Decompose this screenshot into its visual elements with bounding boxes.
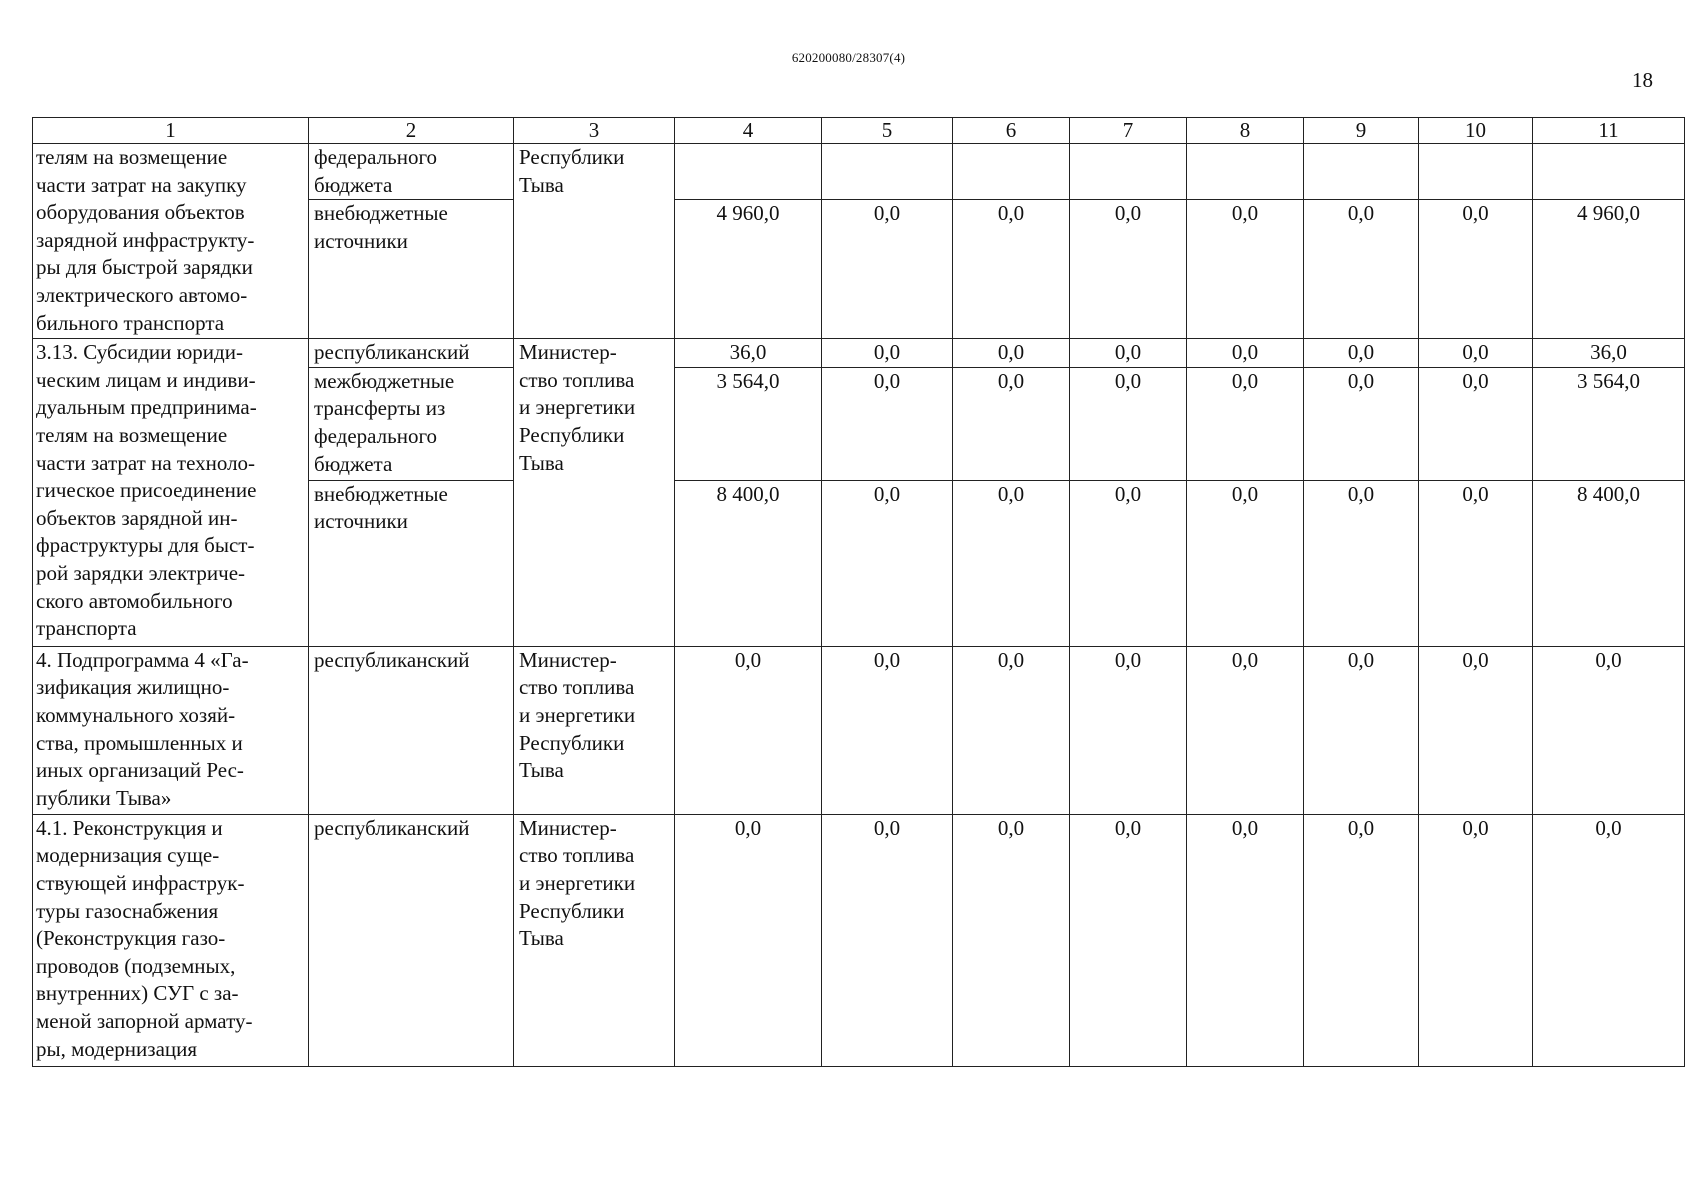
funding-source: внебюджетные источники (309, 200, 514, 339)
value-cell: 8 400,0 (1533, 480, 1685, 646)
responsible-executor: Министер- ство топлива и энергетики Республики Тыва (514, 339, 675, 647)
value-cell: 0,0 (822, 339, 953, 368)
value-cell: 0,0 (822, 200, 953, 339)
column-header: 8 (1187, 118, 1304, 144)
column-header: 2 (309, 118, 514, 144)
value-cell: 0,0 (1304, 646, 1419, 814)
table-header-row (33, 118, 1685, 144)
funding-source: внебюджетные источники (309, 480, 514, 646)
responsible-executor: Министер- ство топлива и энергетики Республики Тыва (514, 646, 675, 814)
value-cell: 0,0 (1187, 646, 1304, 814)
column-header: 10 (1419, 118, 1533, 144)
value-cell: 0,0 (1187, 480, 1304, 646)
value-cell: 3 564,0 (675, 367, 822, 480)
funding-source: федерального бюджета (309, 144, 514, 200)
value-cell: 0,0 (675, 646, 822, 814)
value-cell: 0,0 (822, 814, 953, 1066)
value-cell: 0,0 (1070, 646, 1187, 814)
value-cell: 0,0 (953, 646, 1070, 814)
value-cell: 0,0 (1187, 339, 1304, 368)
value-cell: 0,0 (1419, 200, 1533, 339)
column-header: 1 (33, 118, 309, 144)
table-row (33, 144, 1685, 200)
table-row (33, 339, 1685, 368)
value-cell: 0,0 (822, 480, 953, 646)
value-cell: 0,0 (1419, 646, 1533, 814)
value-cell: 0,0 (1304, 367, 1419, 480)
value-cell (953, 144, 1070, 200)
funding-source: межбюджетные трансферты из федерального бюджета (309, 367, 514, 480)
value-cell: 0,0 (1187, 814, 1304, 1066)
column-header: 9 (1304, 118, 1419, 144)
value-cell: 0,0 (822, 367, 953, 480)
column-header: 3 (514, 118, 675, 144)
value-cell: 0,0 (1533, 814, 1685, 1066)
value-cell: 0,0 (1070, 480, 1187, 646)
value-cell (1304, 144, 1419, 200)
value-cell: 36,0 (675, 339, 822, 368)
column-header: 5 (822, 118, 953, 144)
value-cell: 0,0 (1304, 339, 1419, 368)
value-cell: 0,0 (1187, 367, 1304, 480)
value-cell: 3 564,0 (1533, 367, 1685, 480)
table-row (33, 646, 1685, 814)
measure-description: 3.13. Субсидии юриди- ческим лицам и индиви- дуальным предпринима- телям на возмещение части затрат на техноло- гическое присоединение объектов зарядной ин- фраструктуры для быст- рой зарядки электриче- ского автомобильного транспорта (33, 339, 309, 647)
value-cell (675, 144, 822, 200)
value-cell: 0,0 (1533, 646, 1685, 814)
column-header: 11 (1533, 118, 1685, 144)
value-cell: 0,0 (953, 480, 1070, 646)
column-header: 4 (675, 118, 822, 144)
table-row (33, 814, 1685, 1066)
value-cell: 4 960,0 (1533, 200, 1685, 339)
value-cell: 0,0 (953, 814, 1070, 1066)
value-cell: 0,0 (1070, 339, 1187, 368)
value-cell (1419, 144, 1533, 200)
funding-source: республиканский (309, 814, 514, 1066)
budget-table (32, 117, 1685, 1067)
funding-source: республиканский (309, 646, 514, 814)
value-cell (1187, 144, 1304, 200)
value-cell: 0,0 (1419, 814, 1533, 1066)
measure-description: 4.1. Реконструкция и модернизация суще- ствующей инфраструк- туры газоснабжения (Реконструкция газо- проводов (подземных, внутренних) СУГ с за- меной запорной армату- ры, модернизация (33, 814, 309, 1066)
measure-description: телям на возмещение части затрат на закупку оборудования объектов зарядной инфраструкту- ры для быстрой зарядки электрического автомо- бильного транспорта (33, 144, 309, 339)
value-cell: 0,0 (1419, 480, 1533, 646)
value-cell: 0,0 (1419, 367, 1533, 480)
measure-description: 4. Подпрограмма 4 «Га- зификация жилищно- коммунального хозяй- ства, промышленных и иных организаций Рес- публики Тыва» (33, 646, 309, 814)
value-cell: 0,0 (1304, 814, 1419, 1066)
value-cell: 0,0 (953, 200, 1070, 339)
responsible-executor: Министер- ство топлива и энергетики Республики Тыва (514, 814, 675, 1066)
value-cell: 0,0 (1419, 339, 1533, 368)
value-cell: 36,0 (1533, 339, 1685, 368)
value-cell (1533, 144, 1685, 200)
value-cell (822, 144, 953, 200)
value-cell: 0,0 (1304, 480, 1419, 646)
funding-source: республиканский (309, 339, 514, 368)
value-cell: 4 960,0 (675, 200, 822, 339)
column-header: 7 (1070, 118, 1187, 144)
value-cell: 0,0 (1070, 367, 1187, 480)
column-header: 6 (953, 118, 1070, 144)
value-cell: 0,0 (675, 814, 822, 1066)
value-cell: 0,0 (1304, 200, 1419, 339)
value-cell: 8 400,0 (675, 480, 822, 646)
value-cell (1070, 144, 1187, 200)
value-cell: 0,0 (822, 646, 953, 814)
value-cell: 0,0 (953, 367, 1070, 480)
value-cell: 0,0 (953, 339, 1070, 368)
value-cell: 0,0 (1187, 200, 1304, 339)
responsible-executor: Республики Тыва (514, 144, 675, 339)
value-cell: 0,0 (1070, 814, 1187, 1066)
value-cell: 0,0 (1070, 200, 1187, 339)
document-id: 620200080/28307(4) (791, 50, 906, 65)
page-number: 18 (1632, 68, 1653, 92)
